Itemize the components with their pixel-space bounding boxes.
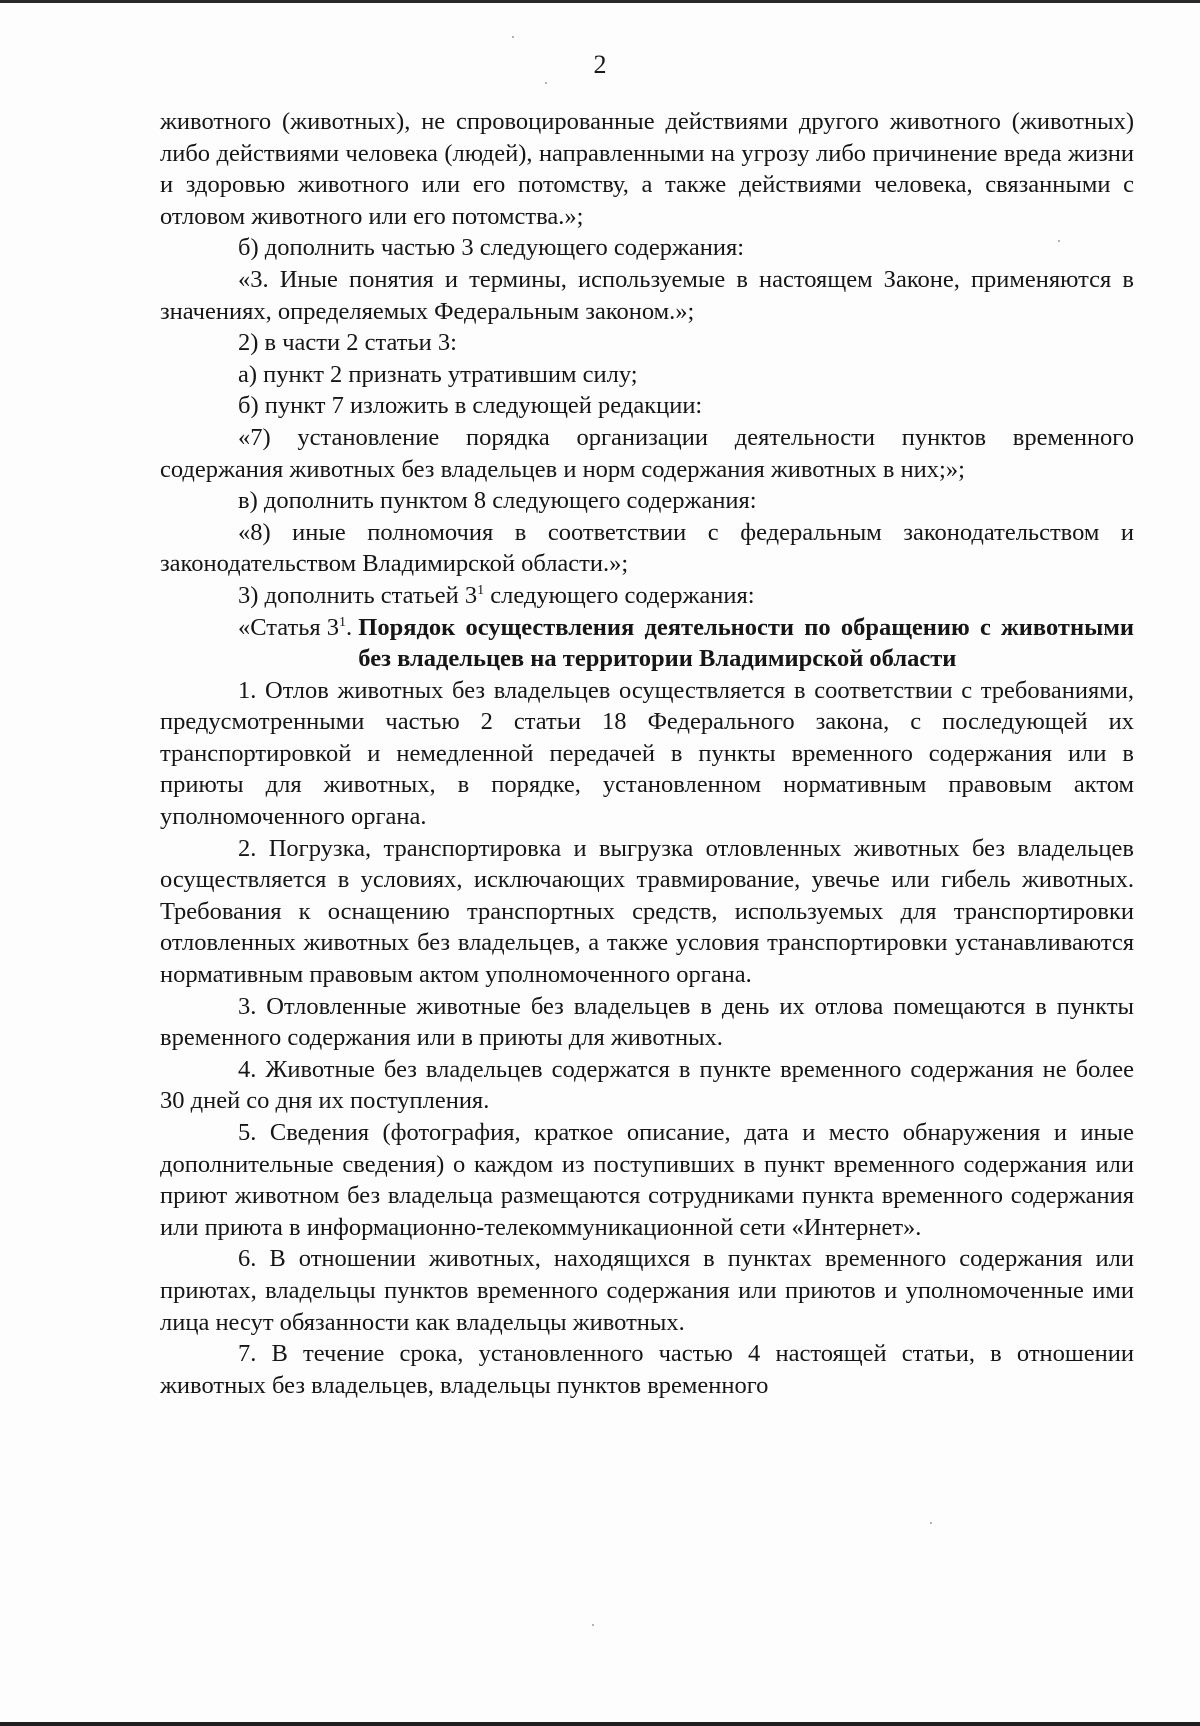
scan-speck	[512, 36, 514, 38]
add-article-superscript: 1	[477, 582, 485, 598]
paragraph-c-add-point-8: в) дополнить пунктом 8 следующего содержания:	[238, 487, 757, 515]
paragraph-point-8-text: «8) иные полномочия в соответствии с федеральным законодательством и законодательством Владимирской области.»;	[160, 518, 1134, 578]
item-1-capture: 1. Отлов животных без владельцев осуществляется в соответствии с требованиями, предусмотренными частью 2 статьи 18 Федерального закона, с последующей их транспортировкой и немедленной передачей в пункты временного содержания или в приюты для животных, в порядке, установленном нормативным правовым актом уполномоченного органа.	[160, 676, 1134, 831]
paragraph-continuation: животного (животных), не спровоцированные действиями другого животного (животных) либо действиями человека (людей), направленными на угрозу либо причинение вреда жизни и здоровью животного или его потомству, а также действиями человека, связанными с отловом животного или его потомства.»;	[160, 108, 1134, 230]
scan-speck	[592, 1624, 594, 1626]
add-article-text-after: следующего содержания:	[484, 581, 755, 609]
item-6-obligations: 6. В отношении животных, находящихся в пунктах временного содержания или приютах, владельцы пунктов временного содержания или приютов и уполномоченные ими лица несут обязанности как владельцы животных.	[160, 1245, 1134, 1336]
item-3-placement: 3. Отловленные животные без владельцев в день их отлова помещаются в пункты временного содержания или в приюты для животных.	[160, 992, 1134, 1052]
paragraph-b-point-7: б) пункт 7 изложить в следующей редакции:	[238, 392, 703, 420]
article-heading-title: Порядок осуществления деятельности по обращению с животными без владельцев на территории Владимирской области	[358, 613, 1134, 673]
paragraph-b-add-part-3: б) дополнить частью 3 следующего содержания:	[238, 234, 745, 262]
scan-speck	[545, 82, 547, 84]
article-heading-lead-text: «Статья 3	[238, 613, 340, 641]
article-heading	[160, 612, 1134, 675]
item-7-period: 7. В течение срока, установленного частью 4 настоящей статьи, в отношении животных без владельцев, владельцы пунктов временного	[160, 1340, 1134, 1399]
scan-speck	[1058, 240, 1060, 242]
paragraph-part-3-text: «3. Иные понятия и термины, используемые в настоящем Законе, применяются в значениях, определяемых Федеральным законом.»;	[160, 265, 1134, 325]
item-4-duration: 4. Животные без владельцев содержатся в пункте временного содержания не более 30 дней со дня их поступления.	[160, 1055, 1134, 1115]
article-heading-number	[160, 612, 358, 675]
add-article-text-before: 3) дополнить статьей 3	[238, 581, 478, 609]
document-body	[160, 106, 1134, 1401]
item-2-transport: 2. Погрузка, транспортировка и выгрузка отловленных животных без владельцев осуществляется в условиях, исключающих травмирование, увечье или гибель животных. Требования к оснащению транспортных средств, используемых для транспортировки отловленных животных без владельцев, а также условия транспортировки устанавливаются нормативным правовым актом уполномоченного органа.	[160, 834, 1134, 989]
page-number: 2	[593, 50, 607, 79]
scan-speck	[930, 1522, 932, 1524]
paragraph-a-point-2: а) пункт 2 признать утратившим силу;	[238, 360, 638, 388]
article-heading-superscript: 1	[339, 614, 347, 630]
item-5-information: 5. Сведения (фотография, краткое описание, дата и место обнаружения и иные дополнительные сведения) о каждом из поступивших в пункт временного содержания или приют животном без владельца размещаются сотрудниками пункта временного содержания или приюта в информационно-телекоммуникационной сети «Интернет».	[160, 1119, 1134, 1241]
paragraph-article-3-part-2: 2) в части 2 статьи 3:	[238, 329, 457, 357]
paragraph-point-7-text: «7) установление порядка организации деятельности пунктов временного содержания животных без владельцев и норм содержания животных в них;»;	[160, 423, 1134, 483]
article-heading-dot: .	[346, 613, 359, 641]
paragraph-add-article-3-1	[160, 580, 1134, 612]
scan-edge-bottom	[0, 1722, 1200, 1726]
scan-edge-top	[0, 0, 1200, 3]
